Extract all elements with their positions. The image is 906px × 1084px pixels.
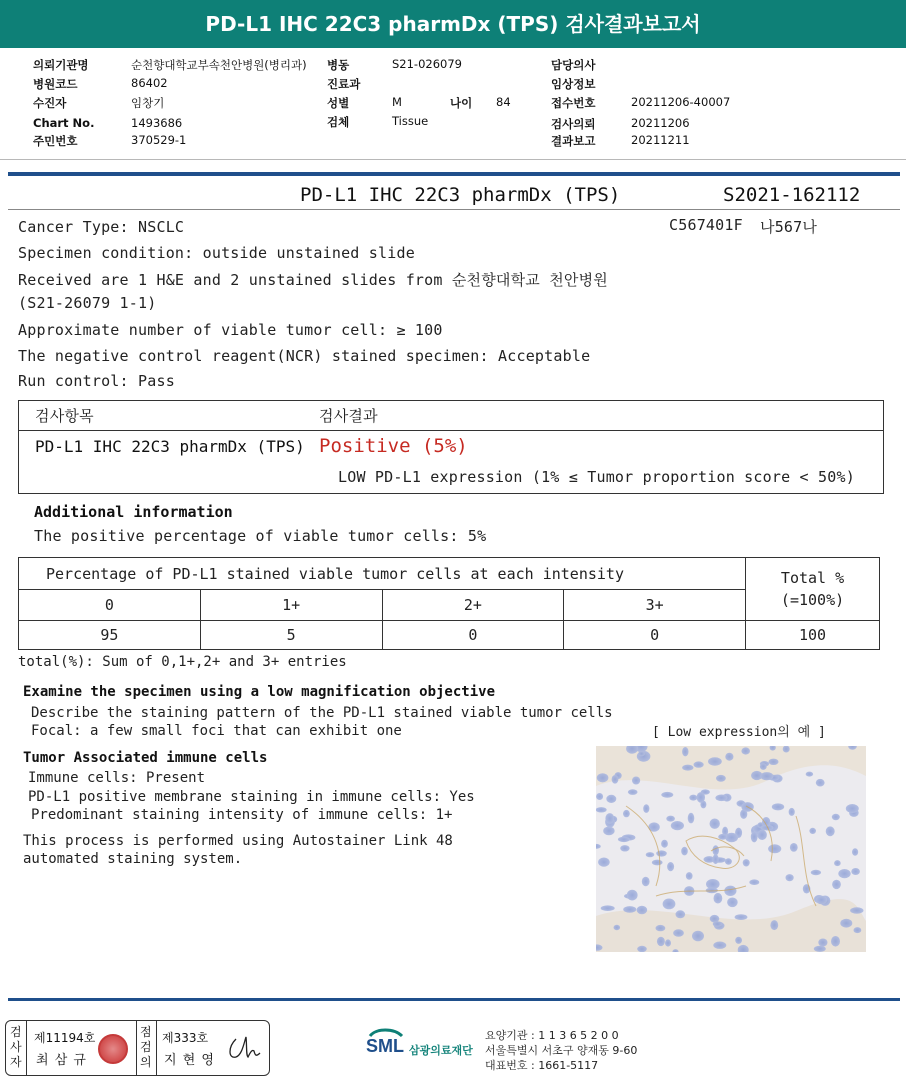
intensity-3-value: 0 [564, 621, 746, 650]
reviewer-label: 점검의 [140, 1025, 152, 1069]
immune-line-3: Predominant staining intensity of immune cells: 1+ [31, 807, 453, 823]
examine-line-2: Focal: a few small foci that can exhibit one [31, 723, 402, 739]
sex-label: 성별 [327, 96, 350, 110]
examine-line-1: Describe the staining pattern of the PD-L1 stained viable tumor cells [31, 705, 613, 721]
result-test-item: PD-L1 IHC 22C3 pharmDx (TPS) [35, 437, 305, 456]
report-date-value: 20211211 [631, 133, 690, 147]
receipt-no-value: 20211206-40007 [631, 95, 731, 109]
report-title: PD-L1 IHC 22C3 pharmDx (TPS) 검사결과보고서 [0, 0, 906, 48]
test-code: C567401F [669, 216, 743, 234]
run-control: Run control: Pass [18, 372, 175, 390]
test-id: S2021-162112 [723, 184, 861, 206]
age-label: 나이 [450, 96, 473, 110]
institution-label: 의뢰기관명 [33, 58, 89, 72]
clinical-info-label: 임상정보 [551, 77, 596, 91]
org-line-2: 서울특별시 서초구 양재동 9-60 [485, 1044, 638, 1057]
resident-no-value: 370529-1 [131, 133, 187, 147]
chart-no-value: 1493686 [131, 116, 183, 130]
image-caption: [ Low expression의 예 ] [652, 725, 826, 740]
signature-divider-2 [136, 1021, 137, 1075]
inspector-license: 제11194호 [34, 1031, 96, 1045]
micrograph-image [596, 746, 866, 952]
micrograph-drawing [596, 746, 866, 952]
recipient-label: 수진자 [33, 96, 67, 110]
additional-text: The positive percentage of viable tumor cells: 5% [34, 527, 487, 545]
test-name: PD-L1 IHC 22C3 pharmDx (TPS) [300, 184, 621, 206]
total-header-cell [746, 558, 880, 621]
process-line-1: This process is performed using Autostainer Link 48 [23, 833, 453, 849]
report-date-label: 결과보고 [551, 134, 596, 148]
intensity-0-header: 0 [19, 590, 201, 621]
specimen-label: 검체 [327, 115, 350, 129]
specimen-value: Tissue [392, 114, 429, 128]
result-box [18, 400, 884, 494]
chart-no-label: Chart No. [33, 116, 95, 130]
intensity-2-value: 0 [382, 621, 564, 650]
org-line-3: 대표번호 : 1661-5117 [485, 1059, 599, 1072]
signature-box [5, 1020, 270, 1076]
negative-control: The negative control reagent(NCR) stained specimen: Acceptable [18, 347, 591, 365]
test-code-2: 나567나 [760, 218, 818, 236]
recipient-value: 임창기 [131, 96, 165, 110]
inspector-label: 검사자 [10, 1025, 22, 1069]
intensity-0-value: 95 [19, 621, 201, 650]
request-date-label: 검사의뢰 [551, 117, 596, 131]
hospital-code-label: 병원코드 [33, 77, 78, 91]
sex-value: M [392, 95, 402, 109]
inspector-name: 최 삼 규 [36, 1053, 87, 1068]
hospital-code-value: 86402 [131, 76, 168, 90]
result-value: Positive (5%) [319, 435, 468, 457]
age-value: 84 [496, 95, 511, 109]
result-col-result: 검사결과 [319, 407, 378, 425]
test-header-underline [8, 209, 900, 210]
received-reference: (S21-26079 1-1) [18, 294, 157, 312]
header-divider [0, 159, 906, 160]
total-header-sub: (=100%) [780, 591, 845, 609]
org-name: 삼광의료재단 [409, 1044, 473, 1057]
intensity-1-value: 5 [200, 621, 382, 650]
request-date-value: 20211206 [631, 116, 690, 130]
intensity-table [18, 557, 880, 650]
section-divider-bottom [8, 998, 900, 1001]
ward-value: S21-026079 [392, 57, 462, 71]
intensity-2-header: 2+ [382, 590, 564, 621]
process-line-2: automated staining system. [23, 851, 243, 867]
receipt-no-label: 접수번호 [551, 96, 596, 110]
viable-tumor-cells: Approximate number of viable tumor cell: ≥ 100 [18, 321, 443, 339]
total-header-label: Total % [780, 569, 845, 587]
specimen-condition: Specimen condition: outside unstained slide [18, 244, 415, 262]
physician-label: 담당의사 [551, 58, 596, 72]
immune-line-2: PD-L1 positive membrane staining in immune cells: Yes [28, 789, 475, 805]
result-col-item: 검사항목 [35, 407, 94, 425]
received-slides: Received are 1 H&E and 2 unstained slides from 순천향대학교 천안병원 [18, 271, 608, 289]
section-divider-top [8, 172, 900, 176]
intensity-1-header: 1+ [200, 590, 382, 621]
immune-heading: Tumor Associated immune cells [23, 750, 268, 766]
reviewer-name: 지 현 영 [164, 1053, 215, 1068]
reviewer-license: 제333호 [162, 1031, 209, 1045]
result-box-divider [19, 430, 883, 431]
intensity-table-header: Percentage of PD-L1 stained viable tumor cells at each intensity [19, 558, 746, 590]
ward-label: 병동 [327, 58, 350, 72]
additional-heading: Additional information [34, 503, 233, 521]
reviewer-signature [226, 1033, 264, 1065]
sml-logo-text: SML [366, 1036, 404, 1056]
intensity-3-header: 3+ [564, 590, 746, 621]
signature-divider-3 [156, 1021, 157, 1075]
result-interpretation: LOW PD-L1 expression (1% ≤ Tumor proportion score < 50%) [338, 468, 855, 486]
resident-no-label: 주민번호 [33, 134, 78, 148]
examine-heading: Examine the specimen using a low magnification objective [23, 684, 496, 700]
institution-value: 순천향대학교부속천안병원(병리과) [131, 58, 307, 72]
department-label: 진료과 [327, 77, 361, 91]
cancer-type: Cancer Type: NSCLC [18, 218, 185, 236]
total-value: 100 [746, 621, 880, 650]
org-line-1: 요양기관 : 1 1 3 6 5 2 0 0 [485, 1029, 619, 1042]
immune-line-1: Immune cells: Present [28, 770, 206, 786]
inspector-seal [98, 1034, 128, 1064]
signature-divider-1 [26, 1021, 27, 1075]
table-footnote: total(%): Sum of 0,1+,2+ and 3+ entries [18, 654, 347, 670]
